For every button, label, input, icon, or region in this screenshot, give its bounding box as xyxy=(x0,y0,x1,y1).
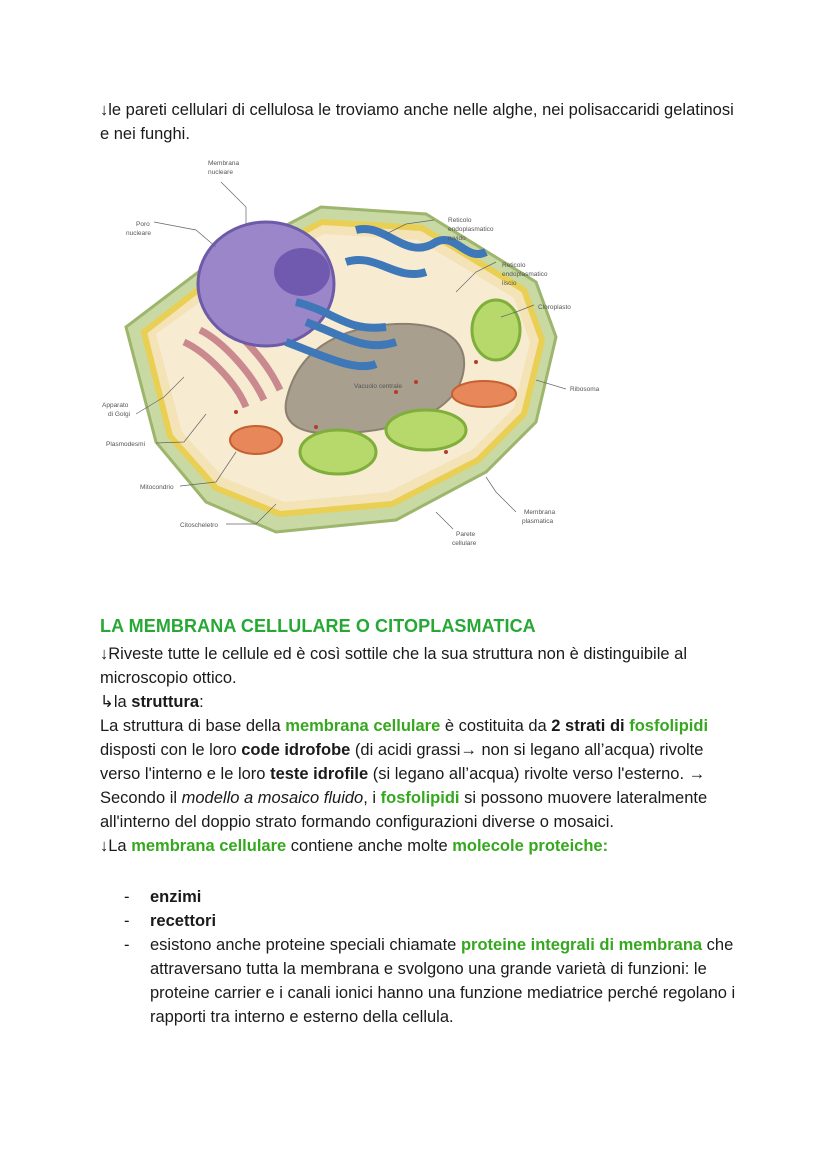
list-item-text: che attraversano tutta la membrana e svolgono una grande varietà di funzioni: le proteine carrier e i canali ionici hanno una funzione mediatrice perché regolano i rapporti tra interno e esterno della cellula. xyxy=(150,936,736,1026)
text-run: (di acidi grassi→ non si legano all’acqua) rivolte verso l'interno e le loro xyxy=(100,741,704,783)
intro-text: le pareti cellulari di cellulosa le troviamo anche nelle alghe, nei polisaccaridi gelatinosi e nei funghi. xyxy=(100,101,734,143)
down-arrow-icon: ↓ xyxy=(100,837,109,855)
paragraph-intro xyxy=(100,642,740,690)
structure-paragraph xyxy=(100,714,740,834)
label-vacuolo: Vacuolo centrale xyxy=(354,383,402,390)
label-parete-2: cellulare xyxy=(452,540,477,547)
label-reticolo-liscio-1: Reticolo xyxy=(502,262,526,269)
text-run: , i xyxy=(363,789,381,807)
down-arrow-icon: ↓ xyxy=(100,645,109,663)
label-reticolo-ruvido-1: Reticolo xyxy=(448,217,472,224)
list-item-text: enzimi xyxy=(150,888,202,906)
list-dash: - xyxy=(124,912,130,930)
section-heading: LA MEMBRANA CELLULARE O CITOPLASMATICA xyxy=(100,616,536,636)
text-run: disposti con le loro xyxy=(100,741,242,759)
label-reticolo-liscio-2: endoplasmatico xyxy=(502,271,548,278)
label-ribosoma: Ribosoma xyxy=(570,386,600,393)
down-arrow-icon: ↓ xyxy=(100,101,109,119)
text-run: La xyxy=(108,837,132,855)
label-membrana-plasm-1: Membrana xyxy=(524,509,556,516)
highlight-term: molecole proteiche: xyxy=(452,837,609,855)
text-run: La struttura di base della xyxy=(100,717,286,735)
label-poro-2: nucleare xyxy=(126,230,151,237)
intro-paragraph xyxy=(100,98,740,146)
highlight-term: proteine integrali di membrana xyxy=(460,936,703,954)
label-poro-1: Poro xyxy=(136,221,150,228)
highlight-term: fosfolipidi xyxy=(380,789,460,807)
list-dash: - xyxy=(124,936,130,954)
label-golgi-1: Apparato xyxy=(102,402,129,409)
text-run: si possono muovere lateralmente all'interno del doppio strato formando configurazioni diverse o mosaici. xyxy=(100,789,708,831)
italic-term: modello a mosaico fluido xyxy=(181,789,364,807)
highlight-term: fosfolipidi xyxy=(629,717,709,735)
label-citoscheletro: Citoscheletro xyxy=(180,522,218,529)
label-reticolo-liscio-3: liscio xyxy=(502,280,517,287)
label-membrana-plasm-2: plasmatica xyxy=(522,518,554,525)
structure-line xyxy=(100,690,740,714)
structure-bold: struttura xyxy=(131,693,200,711)
text-run: è costituita da xyxy=(440,717,552,735)
label-reticolo-ruvido-3: ruvido xyxy=(448,235,466,242)
bold-term: 2 strati di xyxy=(551,717,625,735)
plant-cell-figure xyxy=(96,152,616,554)
label-membrana-nucleare-2: nucleare xyxy=(208,169,233,176)
text-run: (si legano all’acqua) rivolte verso l'esterno. → Secondo il xyxy=(100,765,706,807)
label-golgi-2: di Golgi xyxy=(108,411,131,418)
return-arrow-icon: ↳ xyxy=(100,693,114,711)
highlight-term: membrana cellulare xyxy=(131,837,287,855)
structure-prefix: la xyxy=(113,693,132,711)
list-item-text: esistono anche proteine speciali chiamate xyxy=(150,936,461,954)
list-item xyxy=(100,933,740,1029)
list-dash: - xyxy=(124,888,130,906)
section-body xyxy=(100,642,740,858)
nucleolus xyxy=(274,248,330,296)
structure-suffix: : xyxy=(199,693,204,711)
highlight-term: membrana cellulare xyxy=(285,717,441,735)
proteins-line xyxy=(100,834,740,858)
bold-term: code idrofobe xyxy=(241,741,351,759)
label-reticolo-ruvido-2: endoplasmatico xyxy=(448,226,494,233)
label-mitocondrio: Mitocondrio xyxy=(140,484,174,491)
paragraph-intro-text: Riveste tutte le cellule ed è così sottile che la sua struttura non è distinguibile al microscopio ottico. xyxy=(100,645,687,687)
label-membrana-nucleare-1: Membrana xyxy=(208,160,240,167)
list-item-text: recettori xyxy=(150,912,217,930)
label-parete-1: Parete xyxy=(456,531,476,538)
text-run: contiene anche molte xyxy=(286,837,453,855)
list-item xyxy=(100,909,740,933)
label-cloroplasto: Cloroplasto xyxy=(538,304,571,311)
list-item xyxy=(100,885,740,909)
bold-term: teste idrofile xyxy=(270,765,369,783)
label-plasmodesmi: Plasmodesmi xyxy=(106,441,146,448)
plant-cell-illustration xyxy=(96,152,616,554)
protein-list xyxy=(100,885,740,1029)
